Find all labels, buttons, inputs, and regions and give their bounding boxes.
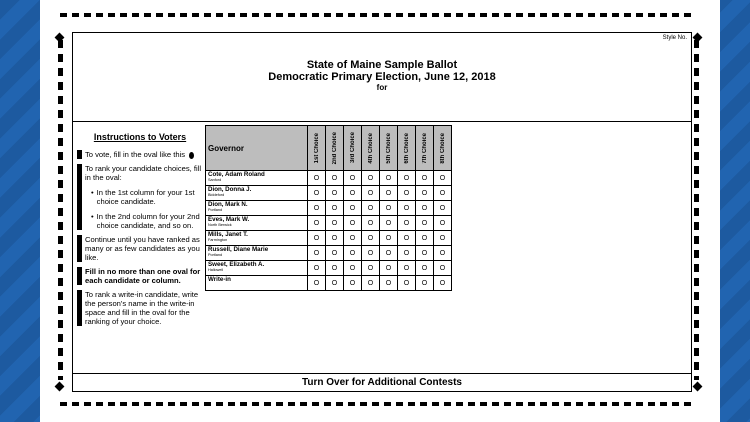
candidate-name: Eves, Mark W. [208, 216, 250, 223]
vote-oval[interactable]: O [326, 201, 344, 216]
candidate-town: Sanford [208, 178, 222, 182]
candidate-name: Dion, Donna J. [208, 186, 252, 193]
candidate-name: Sweet, Elizabeth A. [208, 261, 265, 268]
instruction-paragraph: Fill in no more than one oval for each candidate or column. [77, 267, 203, 285]
vote-oval[interactable]: O [344, 231, 362, 246]
candidate-cell [206, 201, 308, 216]
candidate-row [206, 216, 452, 231]
vote-oval[interactable]: O [344, 261, 362, 276]
vote-oval[interactable]: O [434, 216, 452, 231]
vote-oval[interactable]: O [416, 276, 434, 291]
timing-marks-left [58, 40, 63, 380]
candidate-town: Biddeford [208, 193, 225, 197]
candidate-cell [206, 171, 308, 186]
vote-oval[interactable]: O [308, 201, 326, 216]
vote-oval[interactable]: O [380, 231, 398, 246]
timing-marks-top [60, 13, 696, 17]
ballot-header [73, 59, 691, 92]
choice-column-header: 8th Choice [434, 126, 452, 171]
choice-column-header: 6th Choice [398, 126, 416, 171]
vote-oval[interactable]: O [308, 246, 326, 261]
choice-column-header: 5th Choice [380, 126, 398, 171]
vote-oval[interactable]: O [416, 261, 434, 276]
vote-oval[interactable]: O [326, 231, 344, 246]
office-title: Governor [206, 126, 308, 171]
vote-oval[interactable]: O [380, 201, 398, 216]
candidate-name: Dion, Mark N. [208, 201, 248, 208]
candidate-row [206, 171, 452, 186]
registration-diamond [693, 382, 703, 392]
vote-oval[interactable]: O [326, 171, 344, 186]
choice-column-header: 7th Choice [416, 126, 434, 171]
vote-oval[interactable]: O [398, 201, 416, 216]
ballot-subtitle: Democratic Primary Election, June 12, 2018 [268, 71, 496, 83]
choice-column-header: 4th Choice [362, 126, 380, 171]
vote-oval[interactable]: O [344, 216, 362, 231]
bullet-icon: • [91, 212, 94, 221]
vote-oval[interactable]: O [416, 246, 434, 261]
candidate-row [206, 186, 452, 201]
vote-oval[interactable]: O [308, 216, 326, 231]
governor-contest-table [205, 125, 452, 291]
candidate-town: North Berwick [208, 223, 232, 227]
instructions-heading: Instructions to Voters [93, 132, 187, 142]
vote-oval[interactable]: O [326, 246, 344, 261]
candidate-town: Portland [208, 253, 223, 257]
vote-oval[interactable]: O [308, 261, 326, 276]
vote-oval[interactable]: O [398, 246, 416, 261]
vote-oval[interactable]: O [326, 216, 344, 231]
candidate-cell [206, 261, 308, 276]
candidate-row [206, 261, 452, 276]
instruction-paragraph: Continue until you have ranked as many or as few candidates as you like. [77, 235, 203, 262]
candidate-cell [206, 276, 308, 291]
vote-oval[interactable]: O [380, 171, 398, 186]
ballot-sheet [40, 0, 720, 422]
candidate-row [206, 201, 452, 216]
vote-oval[interactable]: O [308, 186, 326, 201]
candidate-cell [206, 186, 308, 201]
vote-oval[interactable]: O [344, 201, 362, 216]
style-number-label: Style No. [662, 35, 687, 41]
vote-oval[interactable]: O [416, 186, 434, 201]
vote-oval[interactable]: O [416, 216, 434, 231]
candidate-cell [206, 231, 308, 246]
vote-oval[interactable]: O [362, 261, 380, 276]
vote-oval[interactable]: O [398, 171, 416, 186]
choice-column-header: 1st Choice [308, 126, 326, 171]
vote-oval[interactable]: O [380, 246, 398, 261]
timing-marks-right [694, 40, 699, 380]
vote-oval[interactable]: O [308, 231, 326, 246]
vote-oval[interactable]: O [416, 201, 434, 216]
vote-oval[interactable]: O [362, 186, 380, 201]
candidate-town: Farmington [208, 238, 228, 242]
vote-oval[interactable]: O [344, 276, 362, 291]
vote-oval[interactable]: O [362, 201, 380, 216]
vote-oval[interactable]: O [362, 216, 380, 231]
candidate-name: Mills, Janet T. [208, 231, 248, 238]
candidate-row [206, 231, 452, 246]
vote-oval[interactable]: O [326, 186, 344, 201]
vote-oval[interactable]: O [308, 171, 326, 186]
bullet-icon: • [91, 188, 94, 197]
registration-diamond [55, 382, 65, 392]
vote-oval[interactable]: O [362, 276, 380, 291]
vote-oval[interactable]: O [434, 246, 452, 261]
turn-over-notice: Turn Over for Additional Contests [301, 377, 462, 388]
ballot-frame [72, 32, 692, 392]
ballot-title: State of Maine Sample Ballot [306, 59, 458, 71]
choice-column-header: 3rd Choice [344, 126, 362, 171]
instruction-paragraph: To rank your candidate choices, fill in the oval: • In the 1st column for your 1st choice candidate. • In the 2nd column for your 2nd choice candidate, and so on. [77, 164, 203, 230]
vote-oval[interactable]: O [344, 186, 362, 201]
vote-oval[interactable]: O [362, 246, 380, 261]
candidate-town: Hallowell [208, 268, 224, 272]
vote-oval[interactable]: O [398, 231, 416, 246]
vote-oval[interactable]: O [380, 261, 398, 276]
instruction-paragraph: To rank a write-in candidate, write the person's name in the write-in space and fill in the oval for the ranking of your choice. [77, 290, 203, 326]
candidate-cell [206, 216, 308, 231]
vote-oval[interactable]: O [362, 171, 380, 186]
vote-oval[interactable]: O [326, 261, 344, 276]
candidate-row [206, 276, 452, 291]
candidate-town: Portland [208, 208, 223, 212]
ballot-for-label: for [376, 83, 388, 92]
vote-oval[interactable]: O [434, 201, 452, 216]
vote-oval[interactable]: O [344, 171, 362, 186]
vote-oval[interactable]: O [344, 246, 362, 261]
candidate-cell [206, 246, 308, 261]
vote-oval[interactable]: O [434, 171, 452, 186]
vote-oval[interactable]: O [434, 261, 452, 276]
vote-oval[interactable]: O [434, 186, 452, 201]
choice-column-header: 2nd Choice [326, 126, 344, 171]
divider [73, 121, 691, 122]
vote-oval[interactable]: O [434, 231, 452, 246]
vote-oval[interactable]: O [398, 186, 416, 201]
candidate-name: Russell, Diane Marie [208, 246, 269, 253]
candidate-name: Write-in [208, 276, 231, 283]
vote-oval[interactable]: O [416, 231, 434, 246]
vote-oval[interactable]: O [308, 276, 326, 291]
candidate-row [206, 246, 452, 261]
vote-oval[interactable]: O [398, 276, 416, 291]
filled-oval-icon [189, 152, 194, 159]
vote-oval[interactable]: O [362, 231, 380, 246]
vote-oval[interactable]: O [380, 216, 398, 231]
timing-marks-bottom [60, 402, 696, 406]
instructions-panel [77, 133, 203, 331]
instruction-paragraph: To vote, fill in the oval like this [77, 150, 203, 159]
vote-oval[interactable]: O [398, 216, 416, 231]
vote-oval[interactable]: O [326, 276, 344, 291]
vote-oval[interactable]: O [416, 171, 434, 186]
vote-oval[interactable]: O [380, 276, 398, 291]
vote-oval[interactable]: O [398, 261, 416, 276]
vote-oval[interactable]: O [380, 186, 398, 201]
divider [73, 373, 691, 374]
vote-oval[interactable]: O [434, 276, 452, 291]
candidate-name: Cote, Adam Roland [208, 171, 265, 178]
